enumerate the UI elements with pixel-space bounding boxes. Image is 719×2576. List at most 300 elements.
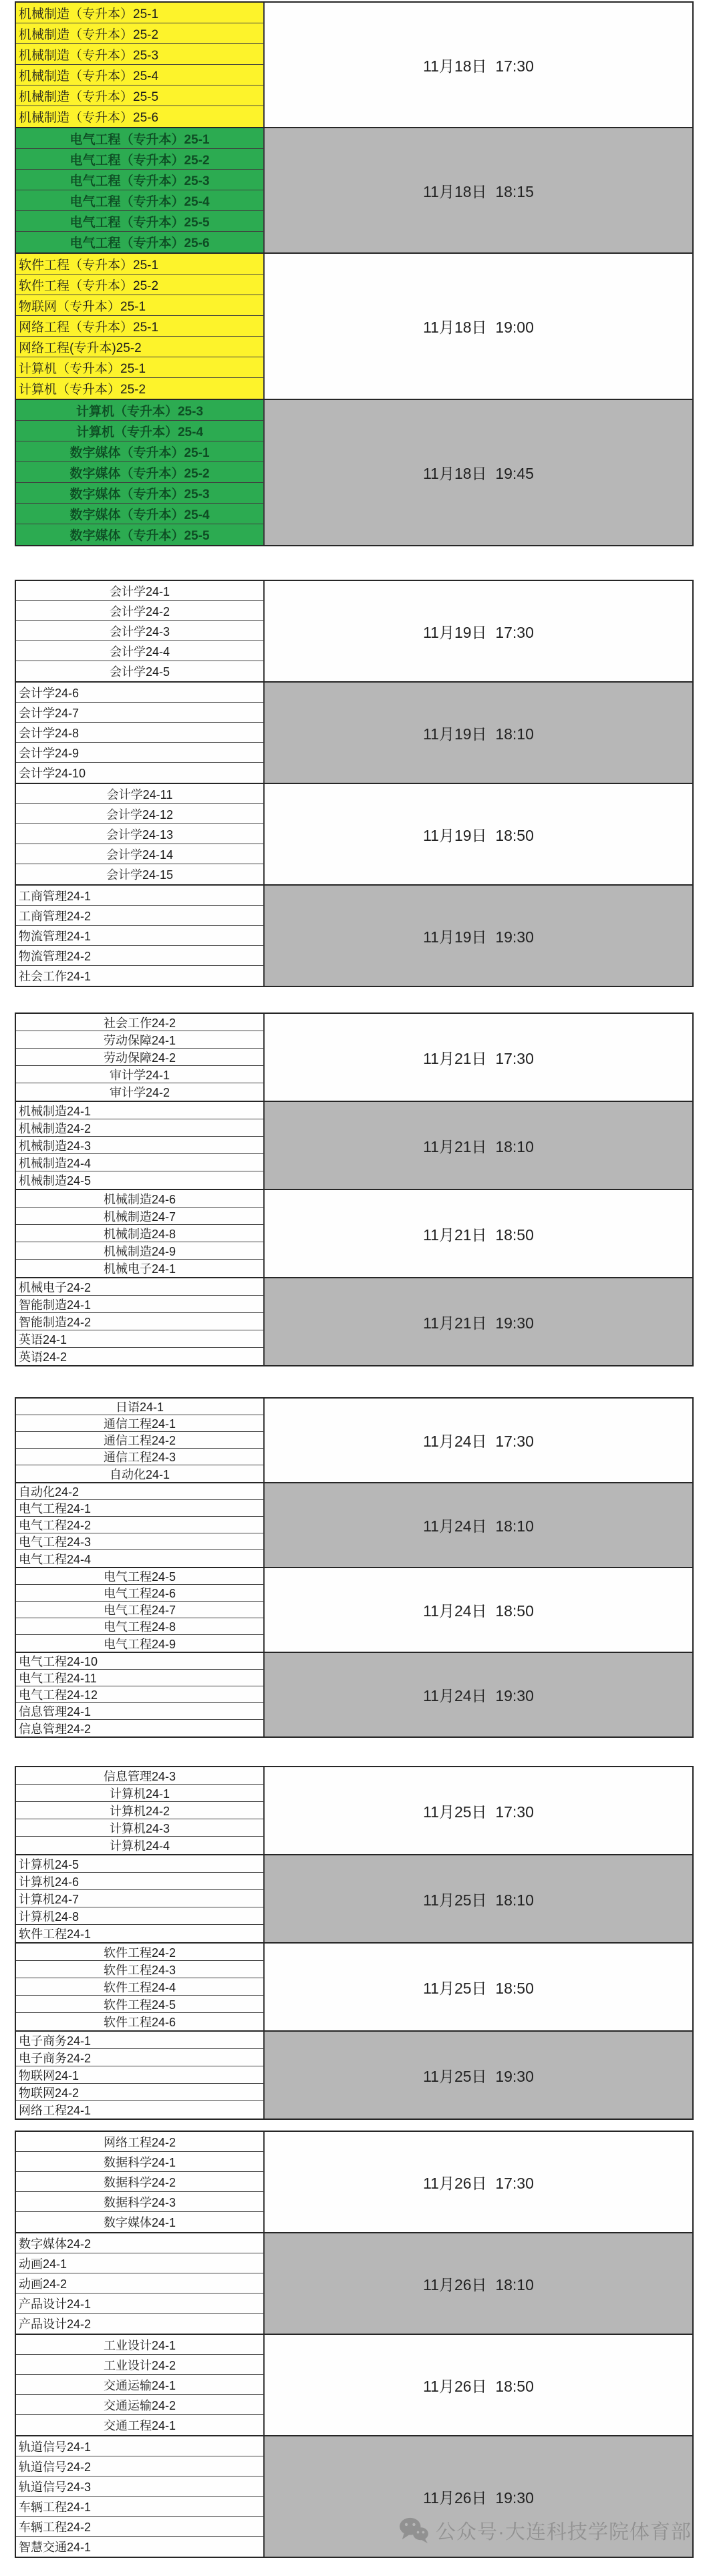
class-list <box>16 581 265 681</box>
class-row <box>16 1568 263 1585</box>
class-label: 计算机（专升本）25-2 <box>19 383 146 397</box>
class-row <box>16 1190 263 1208</box>
time-cell <box>265 1483 692 1567</box>
class-row <box>16 2212 263 2232</box>
class-row <box>16 2436 263 2456</box>
class-row <box>16 316 263 337</box>
class-row <box>16 1031 263 1049</box>
class-label: 机械制造（专升本）25-6 <box>19 111 159 125</box>
class-label: 电气工程（专升本）25-5 <box>69 215 210 230</box>
class-row <box>16 421 263 441</box>
time-group <box>16 1482 692 1567</box>
class-row <box>16 274 263 295</box>
class-label: 产品设计24-1 <box>19 2297 92 2311</box>
class-row <box>16 2233 263 2253</box>
class-row <box>16 190 263 211</box>
class-row <box>16 864 263 884</box>
class-label: 会计学24-9 <box>19 746 80 760</box>
class-label: 软件工程（专升本）25-1 <box>19 258 159 272</box>
class-row <box>16 1550 263 1567</box>
class-label: 机械电子24-1 <box>103 1262 176 1276</box>
class-label: 电气工程24-10 <box>19 1655 98 1668</box>
class-row <box>16 723 263 743</box>
class-row <box>16 106 263 127</box>
class-list <box>16 1767 265 1854</box>
section-gap <box>15 2120 694 2131</box>
schedule-section <box>15 2131 694 2558</box>
class-row <box>16 1686 263 1703</box>
class-label: 会计学24-4 <box>109 645 170 659</box>
class-row <box>16 1083 263 1101</box>
class-list <box>16 886 265 986</box>
class-list <box>16 1014 265 1101</box>
class-label: 产品设计24-2 <box>19 2318 92 2331</box>
class-list <box>16 1855 265 1942</box>
time-label: 11月26日 18:10 <box>423 2275 534 2293</box>
class-list <box>16 2436 265 2557</box>
class-row <box>16 1049 263 1066</box>
class-label: 计算机24-2 <box>109 1804 170 1818</box>
class-row <box>16 85 263 106</box>
section-gap <box>15 546 694 580</box>
class-row <box>16 2273 263 2293</box>
class-row <box>16 2152 263 2172</box>
time-cell <box>265 581 692 681</box>
watermark-text: 公众号·大连科技学院体育部 <box>436 2521 692 2543</box>
time-group <box>16 681 692 783</box>
class-label: 轨道信号24-2 <box>19 2460 92 2474</box>
class-label: 电气工程（专升本）25-4 <box>69 194 210 209</box>
class-row <box>16 804 263 824</box>
section-gap <box>15 1738 694 1766</box>
time-label: 11月18日 17:30 <box>423 57 534 75</box>
class-label: 工商管理24-2 <box>19 909 92 923</box>
time-group <box>16 2132 692 2232</box>
class-label: 物流管理24-1 <box>19 929 92 943</box>
class-row <box>16 1465 263 1482</box>
time-label: 11月21日 18:10 <box>423 1137 534 1155</box>
class-row <box>16 1653 263 1670</box>
class-label: 审计学24-1 <box>109 1068 170 1082</box>
class-list <box>16 784 265 884</box>
class-row <box>16 1119 263 1137</box>
time-cell <box>265 1278 692 1365</box>
time-label: 11月18日 19:45 <box>423 465 534 482</box>
class-row <box>16 1432 263 1449</box>
time-cell <box>265 2032 692 2119</box>
class-label: 机械电子24-2 <box>19 1280 92 1294</box>
class-label: 劳动保障24-2 <box>103 1051 176 1065</box>
class-label: 电气工程24-4 <box>19 1552 92 1566</box>
class-row <box>16 400 263 421</box>
class-label: 物联网24-2 <box>19 2086 80 2100</box>
class-row <box>16 2537 263 2557</box>
class-row <box>16 1925 263 1942</box>
class-list <box>16 400 265 545</box>
time-cell <box>265 1767 692 1854</box>
class-label: 电气工程（专升本）25-6 <box>69 236 210 250</box>
class-row <box>16 1483 263 1500</box>
time-group <box>16 2334 692 2435</box>
class-row <box>16 1873 263 1890</box>
class-label: 机械制造（专升本）25-5 <box>19 89 159 104</box>
class-label: 电气工程（专升本）25-1 <box>69 132 210 147</box>
time-group <box>16 127 692 252</box>
class-label: 数字媒体（专升本）25-2 <box>69 466 210 481</box>
time-label: 11月25日 17:30 <box>423 1803 534 1821</box>
class-row <box>16 2476 263 2497</box>
class-row <box>16 2456 263 2476</box>
class-row <box>16 1415 263 1432</box>
class-label: 通信工程24-1 <box>103 1417 176 1431</box>
class-list <box>16 2335 265 2435</box>
class-label: 机械制造24-1 <box>19 1104 92 1118</box>
class-row <box>16 1399 263 1415</box>
class-list <box>16 2233 265 2334</box>
class-label: 计算机24-7 <box>19 1892 80 1906</box>
class-list <box>16 2132 265 2232</box>
class-label: 计算机24-5 <box>19 1857 80 1871</box>
schedule-section <box>15 580 694 987</box>
class-label: 电气工程24-3 <box>19 1535 92 1549</box>
class-label: 网络工程（专升本）25-1 <box>19 320 159 335</box>
class-label: 会计学24-7 <box>19 706 80 720</box>
time-group <box>16 1399 692 1482</box>
class-label: 机械制造24-3 <box>19 1139 92 1153</box>
class-label: 软件工程24-3 <box>103 1963 176 1977</box>
time-cell <box>265 3 692 127</box>
schedule-section <box>15 1766 694 2120</box>
time-label: 11月26日 18:50 <box>423 2377 534 2395</box>
class-row <box>16 683 263 703</box>
class-label: 会计学24-13 <box>106 827 174 842</box>
time-label: 11月21日 18:50 <box>423 1226 534 1244</box>
class-row <box>16 2032 263 2049</box>
class-label: 会计学24-5 <box>109 665 170 679</box>
class-label: 劳动保障24-1 <box>103 1033 176 1047</box>
class-row <box>16 3 263 23</box>
class-row <box>16 743 263 763</box>
class-label: 英语24-1 <box>19 1332 67 1346</box>
time-group <box>16 1767 692 1854</box>
class-label: 会计学24-8 <box>19 726 80 740</box>
class-label: 机械制造（专升本）25-2 <box>19 27 159 42</box>
class-row <box>16 337 263 357</box>
class-row <box>16 1837 263 1854</box>
class-row <box>16 1785 263 1802</box>
class-list <box>16 1190 265 1277</box>
class-label: 电气工程（专升本）25-3 <box>69 174 210 188</box>
class-row <box>16 824 263 844</box>
class-row <box>16 2132 263 2152</box>
class-row <box>16 2497 263 2517</box>
class-label: 数字媒体（专升本）25-1 <box>69 445 210 460</box>
time-label: 11月26日 17:30 <box>423 2174 534 2192</box>
time-label: 11月18日 19:00 <box>423 319 534 336</box>
time-group <box>16 884 692 986</box>
class-label: 计算机24-6 <box>19 1875 80 1889</box>
class-label: 计算机24-1 <box>109 1787 170 1801</box>
class-row <box>16 524 263 545</box>
class-label: 网络工程24-1 <box>19 2104 92 2117</box>
class-label: 会计学24-6 <box>19 686 80 700</box>
class-label: 物联网24-1 <box>19 2068 80 2082</box>
class-row <box>16 462 263 483</box>
class-label: 会计学24-2 <box>109 604 170 618</box>
class-label: 会计学24-12 <box>106 807 174 821</box>
time-label: 11月25日 18:10 <box>423 1891 534 1909</box>
class-row <box>16 1225 263 1242</box>
class-label: 机械制造（专升本）25-4 <box>19 69 159 83</box>
class-label: 会计学24-1 <box>109 584 170 598</box>
time-group <box>16 2232 692 2334</box>
time-label: 11月21日 19:30 <box>423 1314 534 1332</box>
class-label: 工业设计24-2 <box>103 2358 176 2372</box>
class-list <box>16 2032 265 2119</box>
class-label: 电子商务24-2 <box>19 2051 92 2065</box>
time-group <box>16 2030 692 2119</box>
class-row <box>16 2084 263 2101</box>
class-label: 软件工程24-1 <box>19 1927 92 1941</box>
class-label: 通信工程24-2 <box>103 1434 176 1447</box>
wechat-icon <box>398 2517 429 2543</box>
class-row <box>16 1618 263 1635</box>
class-row <box>16 1296 263 1313</box>
class-row <box>16 211 263 232</box>
class-row <box>16 1242 263 1260</box>
time-cell <box>265 1014 692 1101</box>
class-label: 电气工程24-9 <box>103 1637 176 1651</box>
class-row <box>16 2375 263 2395</box>
class-row <box>16 2192 263 2212</box>
class-row <box>16 601 263 621</box>
class-label: 机械制造24-6 <box>103 1192 176 1206</box>
class-label: 轨道信号24-1 <box>19 2440 92 2454</box>
class-label: 会计学24-10 <box>19 767 86 780</box>
time-label: 11月24日 18:50 <box>423 1602 534 1620</box>
time-cell <box>265 1944 692 2030</box>
class-row <box>16 357 263 378</box>
class-label: 智能制造24-1 <box>19 1298 92 1312</box>
class-label: 交通工程24-1 <box>103 2419 176 2432</box>
class-row <box>16 1313 263 1330</box>
class-label: 软件工程24-5 <box>103 1998 176 2012</box>
class-label: 电气工程24-6 <box>103 1587 176 1600</box>
time-cell <box>265 1399 692 1482</box>
time-cell <box>265 254 692 399</box>
class-label: 软件工程24-6 <box>103 2016 176 2029</box>
class-label: 计算机24-4 <box>109 1839 170 1853</box>
class-row <box>16 504 263 524</box>
class-row <box>16 254 263 274</box>
class-label: 会计学24-11 <box>106 787 173 801</box>
class-label: 电气工程24-2 <box>19 1519 92 1532</box>
class-label: 审计学24-2 <box>109 1086 170 1099</box>
class-label: 软件工程24-2 <box>103 1946 176 1960</box>
class-row <box>16 1635 263 1652</box>
class-list <box>16 1399 265 1482</box>
class-label: 智慧交通24-1 <box>19 2541 92 2554</box>
time-label: 11月26日 19:30 <box>423 2489 534 2507</box>
time-cell <box>265 1568 692 1652</box>
class-label: 机械制造24-8 <box>103 1227 176 1241</box>
time-cell <box>265 128 692 252</box>
class-list <box>16 1278 265 1365</box>
class-row <box>16 295 263 316</box>
class-label: 机械制造24-7 <box>103 1210 176 1224</box>
time-group <box>16 1942 692 2030</box>
class-row <box>16 2395 263 2415</box>
class-row <box>16 946 263 966</box>
class-row <box>16 886 263 906</box>
time-cell <box>265 784 692 884</box>
class-row <box>16 23 263 44</box>
class-label: 会计学24-3 <box>109 624 170 638</box>
class-label: 自动化24-1 <box>109 1467 170 1481</box>
class-row <box>16 1978 263 1996</box>
class-row <box>16 1533 263 1550</box>
class-label: 电气工程24-1 <box>19 1502 92 1515</box>
class-label: 电气工程24-5 <box>103 1570 176 1584</box>
class-label: 计算机24-3 <box>109 1821 170 1835</box>
class-row <box>16 966 263 986</box>
class-row <box>16 1171 263 1189</box>
time-label: 11月19日 17:30 <box>423 623 534 641</box>
class-label: 轨道信号24-3 <box>19 2480 92 2494</box>
time-group <box>16 1014 692 1101</box>
time-label: 11月24日 19:30 <box>423 1687 534 1704</box>
time-label: 11月19日 18:10 <box>423 725 534 743</box>
class-row <box>16 378 263 399</box>
class-label: 网络工程(专升本)25-2 <box>19 341 142 355</box>
class-label: 信息管理24-2 <box>19 1722 92 1736</box>
class-row <box>16 784 263 804</box>
class-row <box>16 2415 263 2435</box>
time-label: 11月25日 19:30 <box>423 2067 534 2085</box>
class-label: 机械制造24-5 <box>19 1174 92 1187</box>
time-label: 11月19日 18:50 <box>423 826 534 844</box>
class-label: 英语24-2 <box>19 1350 67 1364</box>
class-label: 机械制造24-2 <box>19 1121 92 1135</box>
class-list <box>16 1483 265 1567</box>
class-label: 电气工程24-8 <box>103 1620 176 1634</box>
class-label: 数字媒体（专升本）25-3 <box>69 487 210 502</box>
class-label: 机械制造（专升本）25-3 <box>19 48 159 63</box>
time-group <box>16 783 692 884</box>
class-row <box>16 1208 263 1225</box>
class-row <box>16 1348 263 1365</box>
class-label: 数据科学24-3 <box>103 2195 176 2209</box>
time-cell <box>265 2132 692 2232</box>
class-label: 计算机（专升本）25-1 <box>19 361 146 376</box>
time-cell <box>265 1653 692 1736</box>
time-group <box>16 1567 692 1652</box>
section-gap <box>15 1366 694 1397</box>
class-row <box>16 128 263 149</box>
class-list <box>16 1944 265 2030</box>
time-label: 11月24日 17:30 <box>423 1433 534 1450</box>
class-label: 数据科学24-2 <box>103 2175 176 2189</box>
time-group <box>16 1854 692 1942</box>
time-label: 11月21日 17:30 <box>423 1049 534 1067</box>
class-row <box>16 232 263 252</box>
class-label: 自动化24-2 <box>19 1485 80 1499</box>
time-cell <box>265 400 692 545</box>
class-row <box>16 2253 263 2273</box>
class-label: 电子商务24-1 <box>19 2034 92 2048</box>
time-group <box>16 581 692 681</box>
class-row <box>16 1137 263 1154</box>
class-list <box>16 3 265 127</box>
time-cell <box>265 683 692 783</box>
class-row <box>16 1890 263 1907</box>
class-row <box>16 641 263 661</box>
class-row <box>16 2172 263 2192</box>
time-label: 11月24日 18:10 <box>423 1517 534 1535</box>
class-row <box>16 1500 263 1517</box>
class-row <box>16 763 263 783</box>
class-row <box>16 149 263 170</box>
class-row <box>16 483 263 504</box>
section-gap <box>15 987 694 1013</box>
class-row <box>16 1907 263 1925</box>
class-row <box>16 2355 263 2375</box>
class-row <box>16 65 263 85</box>
class-label: 信息管理24-1 <box>19 1705 92 1718</box>
class-label: 交通运输24-1 <box>103 2378 176 2392</box>
time-group <box>16 1101 692 1189</box>
class-list <box>16 1102 265 1189</box>
time-group <box>16 399 692 545</box>
time-cell <box>265 886 692 986</box>
class-label: 机械制造（专升本）25-1 <box>19 7 159 21</box>
class-row <box>16 1260 263 1277</box>
class-row <box>16 441 263 462</box>
class-row <box>16 1517 263 1533</box>
class-label: 数字媒体（专升本）25-5 <box>69 529 210 543</box>
class-label: 机械制造24-9 <box>103 1244 176 1258</box>
time-label: 11月25日 18:50 <box>423 1979 534 1997</box>
class-row <box>16 1944 263 1961</box>
class-label: 数据科学24-1 <box>103 2155 176 2169</box>
class-row <box>16 1330 263 1348</box>
schedule-table <box>15 1 694 2558</box>
class-row <box>16 1996 263 2013</box>
class-label: 社会工作24-1 <box>19 970 92 983</box>
class-row <box>16 2101 263 2119</box>
class-row <box>16 1961 263 1978</box>
class-row <box>16 1703 263 1720</box>
class-row <box>16 703 263 723</box>
class-label: 电气工程24-12 <box>19 1688 98 1702</box>
class-row <box>16 1014 263 1031</box>
class-row <box>16 2066 263 2084</box>
class-row <box>16 906 263 926</box>
class-row <box>16 1602 263 1618</box>
class-label: 工商管理24-1 <box>19 889 92 903</box>
class-row <box>16 621 263 641</box>
class-label: 社会工作24-2 <box>103 1016 176 1030</box>
class-label: 车辆工程24-2 <box>19 2520 92 2534</box>
class-label: 计算机（专升本）25-4 <box>76 425 204 439</box>
class-list <box>16 254 265 399</box>
class-row <box>16 661 263 681</box>
time-label: 11月18日 18:15 <box>423 182 534 200</box>
class-row <box>16 1585 263 1602</box>
class-row <box>16 926 263 946</box>
watermark <box>398 2515 692 2545</box>
class-row <box>16 1802 263 1819</box>
